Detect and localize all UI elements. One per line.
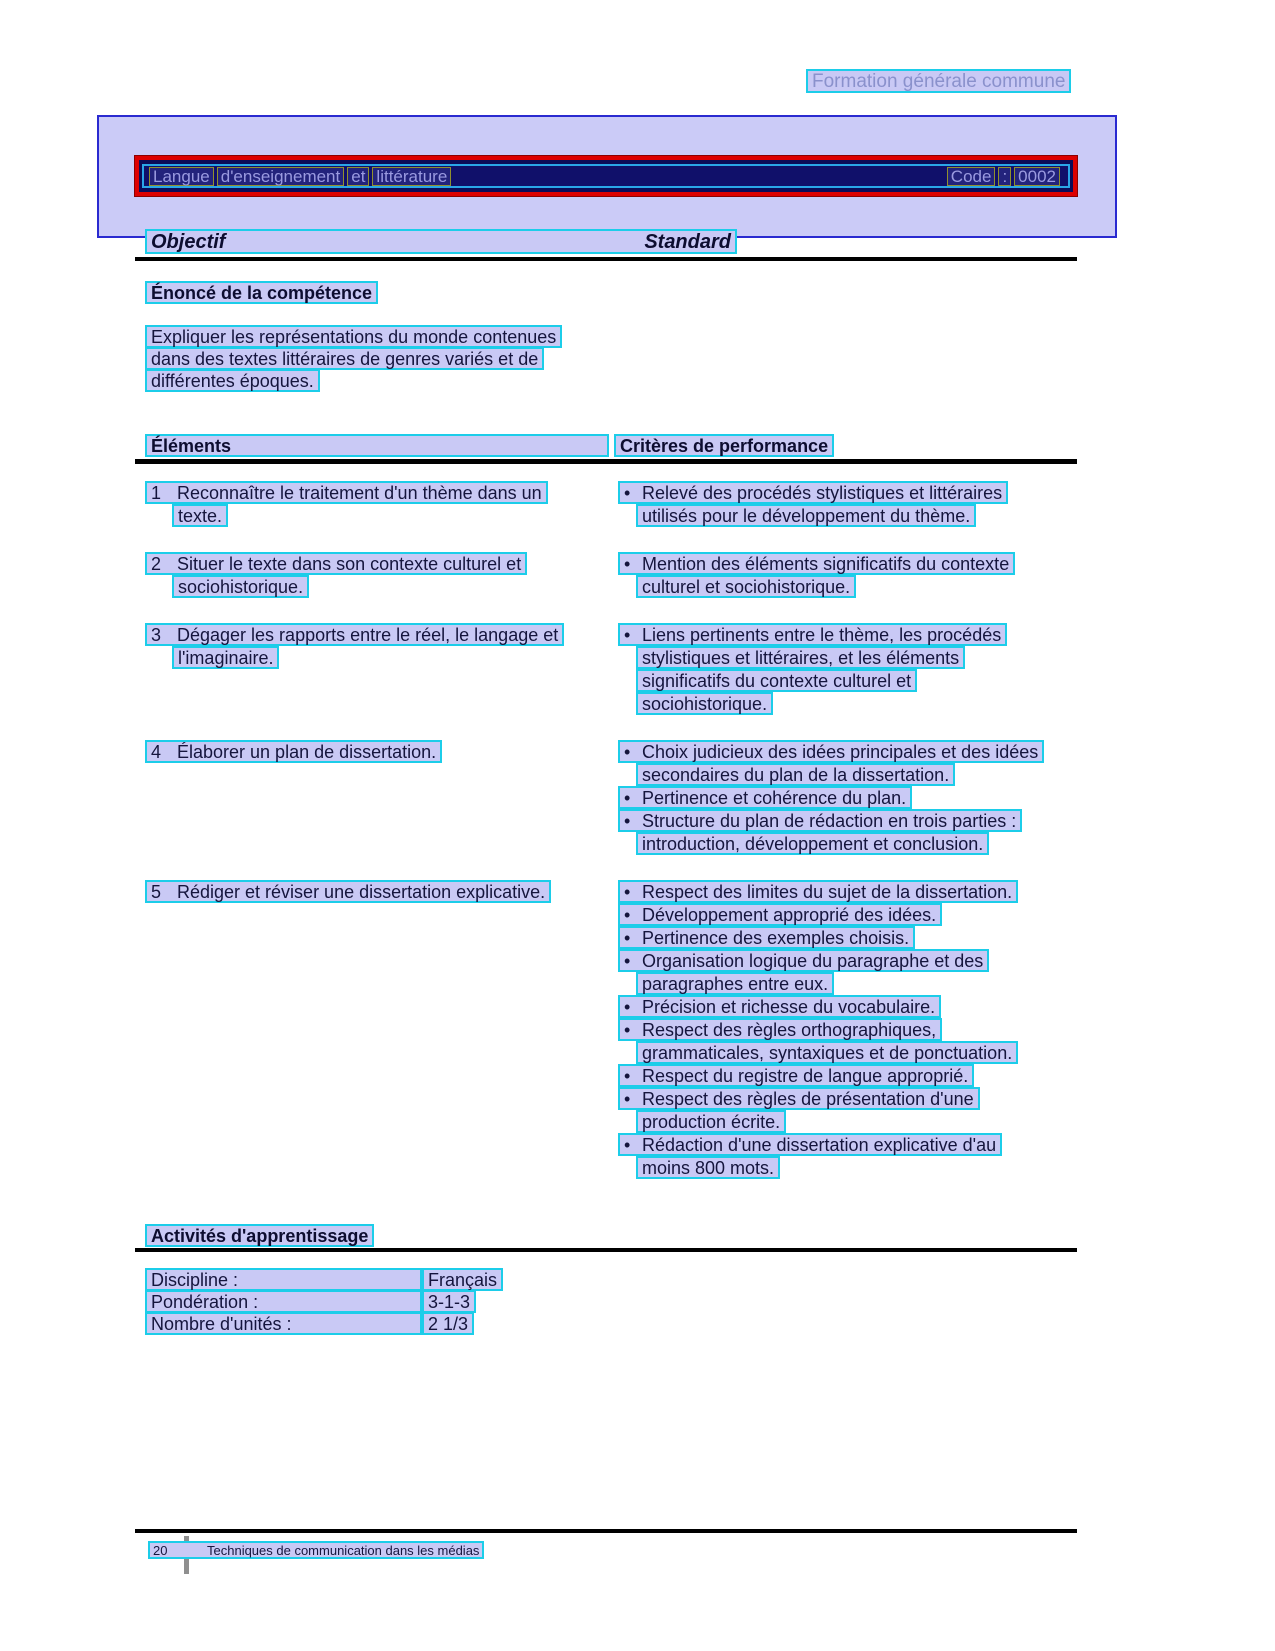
element-line-text: 4 Élaborer un plan de dissertation.	[145, 740, 442, 763]
criterion-line	[618, 646, 1135, 669]
criterion-line	[618, 832, 1135, 855]
element-number: 2	[151, 554, 162, 574]
activity-label: Discipline :	[145, 1268, 422, 1291]
running-head-text: Formation générale commune	[806, 69, 1071, 93]
bullet-icon: •	[624, 1135, 631, 1155]
elements-rows	[135, 481, 1135, 1204]
criterion-line	[618, 880, 1135, 903]
criterion-line	[618, 1133, 1135, 1156]
element-line	[145, 646, 614, 669]
criterion-line-text: • Pertinence et cohérence du plan.	[618, 786, 912, 809]
criterion-line	[618, 1064, 1135, 1087]
element-line	[145, 880, 614, 903]
competence-line-text: Expliquer les représentations du monde contenues	[145, 325, 562, 348]
criterion-line-text: grammaticales, syntaxiques et de ponctuation.	[636, 1041, 1018, 1064]
criterion-line-text: • Respect du registre de langue approprié.	[618, 1064, 974, 1087]
bullet-icon: •	[624, 788, 631, 808]
course-banner-strip	[142, 164, 1070, 188]
element-line	[145, 481, 614, 504]
activity-label: Nombre d'unités :	[145, 1312, 422, 1335]
competence-line	[145, 325, 562, 347]
criterion-line	[618, 1018, 1135, 1041]
element-line-text: 2 Situer le texte dans son contexte culturel et	[145, 552, 527, 575]
objectif-header: Objectif	[151, 231, 226, 253]
criterion-line-text: • Respect des limites du sujet de la dissertation.	[618, 880, 1018, 903]
criterion-line-text: introduction, développement et conclusion.	[636, 832, 989, 855]
criterion-line-text: utilisés pour le développement du thème.	[636, 504, 976, 527]
banner-code-word: :	[998, 167, 1011, 186]
competence-heading	[145, 281, 378, 304]
element-line-text: 1 Reconnaître le traitement d'un thème dans un	[145, 481, 548, 504]
competence-heading-text: Énoncé de la compétence	[145, 281, 378, 304]
criterion-line	[618, 763, 1135, 786]
footer	[148, 1541, 484, 1560]
banner-title	[149, 167, 454, 186]
criterion-line-text: • Respect des règles de présentation d'une	[618, 1087, 980, 1110]
criterion-line-text: moins 800 mots.	[636, 1156, 780, 1179]
criterion-line-text: • Organisation logique du paragraphe et des	[618, 949, 989, 972]
element-line-text: l'imaginaire.	[172, 646, 279, 669]
element-line-text: 5 Rédiger et réviser une dissertation explicative.	[145, 880, 551, 903]
criteria-cell	[614, 552, 1135, 598]
element-cell	[135, 623, 614, 715]
activity-row	[145, 1312, 503, 1334]
activity-value: 3-1-3	[422, 1290, 476, 1313]
criterion-line-text: • Rédaction d'une dissertation explicative d'au	[618, 1133, 1002, 1156]
criterion-line-text: stylistiques et littéraires, et les éléments	[636, 646, 965, 669]
criterion-line-text: • Respect des règles orthographiques,	[618, 1018, 942, 1041]
element-line-text: sociohistorique.	[172, 575, 309, 598]
running-head	[806, 69, 1071, 93]
element-line	[145, 552, 614, 575]
criterion-line-text: • Structure du plan de rédaction en trois parties :	[618, 809, 1022, 832]
element-number: 5	[151, 882, 162, 902]
activity-value: 2 1/3	[422, 1312, 474, 1335]
footer-highlight	[148, 1541, 484, 1559]
column-headers-highlight	[145, 229, 737, 254]
criterion-line	[618, 926, 1135, 949]
elements-header: Éléments	[145, 434, 609, 457]
bullet-icon: •	[624, 625, 631, 645]
bullet-icon: •	[624, 905, 631, 925]
competence-line-text: dans des textes littéraires de genres variés et de	[145, 347, 544, 370]
elements-header-wrap	[145, 434, 609, 457]
criterion-line	[618, 995, 1135, 1018]
criterion-line	[618, 949, 1135, 972]
criteria-cell	[614, 880, 1135, 1179]
divider-rule-elements	[135, 459, 1077, 464]
criterion-line	[618, 623, 1135, 646]
criterion-line-text: culturel et sociohistorique.	[636, 575, 856, 598]
divider-rule-top	[135, 257, 1077, 261]
activity-value: Français	[422, 1268, 503, 1291]
criterion-line	[618, 552, 1135, 575]
element-number: 1	[151, 483, 162, 503]
competence-line	[145, 347, 562, 369]
criterion-line	[618, 786, 1135, 809]
banner-title-word: littérature	[372, 167, 451, 186]
footer-text: Techniques de communication dans les médias	[207, 1543, 480, 1558]
element-line-text: texte.	[172, 504, 228, 527]
criterion-line-text: production écrite.	[636, 1110, 786, 1133]
element-row	[135, 552, 1135, 598]
element-line	[145, 575, 614, 598]
bullet-icon: •	[624, 1089, 631, 1109]
bullet-icon: •	[624, 742, 631, 762]
criteria-header-wrap	[614, 434, 834, 457]
criterion-line	[618, 1110, 1135, 1133]
criterion-line	[618, 575, 1135, 598]
criterion-line	[618, 903, 1135, 926]
criterion-line	[618, 1087, 1135, 1110]
criterion-line-text: secondaires du plan de la dissertation.	[636, 763, 955, 786]
activities-heading-text: Activités d'apprentissage	[145, 1224, 374, 1247]
element-cell	[135, 880, 614, 1179]
criterion-line-text: sociohistorique.	[636, 692, 773, 715]
divider-rule-activities	[135, 1248, 1077, 1252]
criterion-line	[618, 504, 1135, 527]
banner-code	[947, 167, 1063, 186]
course-banner-bar	[135, 156, 1077, 196]
banner-title-word: et	[347, 167, 369, 186]
criterion-line	[618, 481, 1135, 504]
criterion-line-text: significatifs du contexte culturel et	[636, 669, 917, 692]
course-banner-box	[97, 115, 1117, 238]
competence-paragraph	[145, 325, 562, 391]
element-cell	[135, 552, 614, 598]
bullet-icon: •	[624, 997, 631, 1017]
bullet-icon: •	[624, 951, 631, 971]
criteria-cell	[614, 481, 1135, 527]
element-line-text: 3 Dégager les rapports entre le réel, le langage et	[145, 623, 564, 646]
criteria-cell	[614, 623, 1135, 715]
footer-rule	[135, 1529, 1077, 1533]
criterion-line	[618, 692, 1135, 715]
criterion-line	[618, 1041, 1135, 1064]
criteria-cell	[614, 740, 1135, 855]
criterion-line-text: paragraphes entre eux.	[636, 972, 834, 995]
bullet-icon: •	[624, 928, 631, 948]
competence-line-text: différentes époques.	[145, 369, 320, 392]
criterion-line-text: • Développement approprié des idées.	[618, 903, 942, 926]
criterion-line-text: • Liens pertinents entre le thème, les procédés	[618, 623, 1007, 646]
element-cell	[135, 481, 614, 527]
criterion-line	[618, 669, 1135, 692]
bullet-icon: •	[624, 554, 631, 574]
criterion-line-text: • Mention des éléments significatifs du contexte	[618, 552, 1015, 575]
element-line	[145, 623, 614, 646]
bullet-icon: •	[624, 1020, 631, 1040]
footer-page-number: 20	[153, 1543, 168, 1558]
element-number: 3	[151, 625, 162, 645]
criterion-line-text: • Choix judicieux des idées principales et des idées	[618, 740, 1044, 763]
banner-title-word: Langue	[149, 167, 214, 186]
standard-header: Standard	[644, 231, 731, 253]
element-row	[135, 740, 1135, 855]
element-row	[135, 880, 1135, 1179]
bullet-icon: •	[624, 1066, 631, 1086]
criterion-line	[618, 972, 1135, 995]
criteria-header: Critères de performance	[614, 434, 834, 457]
bullet-icon: •	[624, 483, 631, 503]
activities-rows	[145, 1268, 503, 1334]
element-row	[135, 623, 1135, 715]
criterion-line-text: • Pertinence des exemples choisis.	[618, 926, 915, 949]
banner-code-word: 0002	[1014, 167, 1060, 186]
elements-headers	[145, 434, 834, 457]
criterion-line	[618, 740, 1135, 763]
criterion-line	[618, 809, 1135, 832]
activities-heading	[145, 1224, 374, 1247]
element-number: 4	[151, 742, 162, 762]
column-headers	[145, 229, 737, 254]
activity-label: Pondération :	[145, 1290, 422, 1313]
banner-title-word: d'enseignement	[217, 167, 345, 186]
element-row	[135, 481, 1135, 527]
competence-line	[145, 369, 562, 391]
element-line	[145, 504, 614, 527]
activity-row	[145, 1290, 503, 1312]
element-line	[145, 740, 614, 763]
activity-row	[145, 1268, 503, 1290]
criterion-line-text: • Précision et richesse du vocabulaire.	[618, 995, 941, 1018]
criterion-line	[618, 1156, 1135, 1179]
criterion-line-text: • Relevé des procédés stylistiques et littéraires	[618, 481, 1008, 504]
banner-code-word: Code	[947, 167, 996, 186]
element-cell	[135, 740, 614, 855]
bullet-icon: •	[624, 882, 631, 902]
bullet-icon: •	[624, 811, 631, 831]
